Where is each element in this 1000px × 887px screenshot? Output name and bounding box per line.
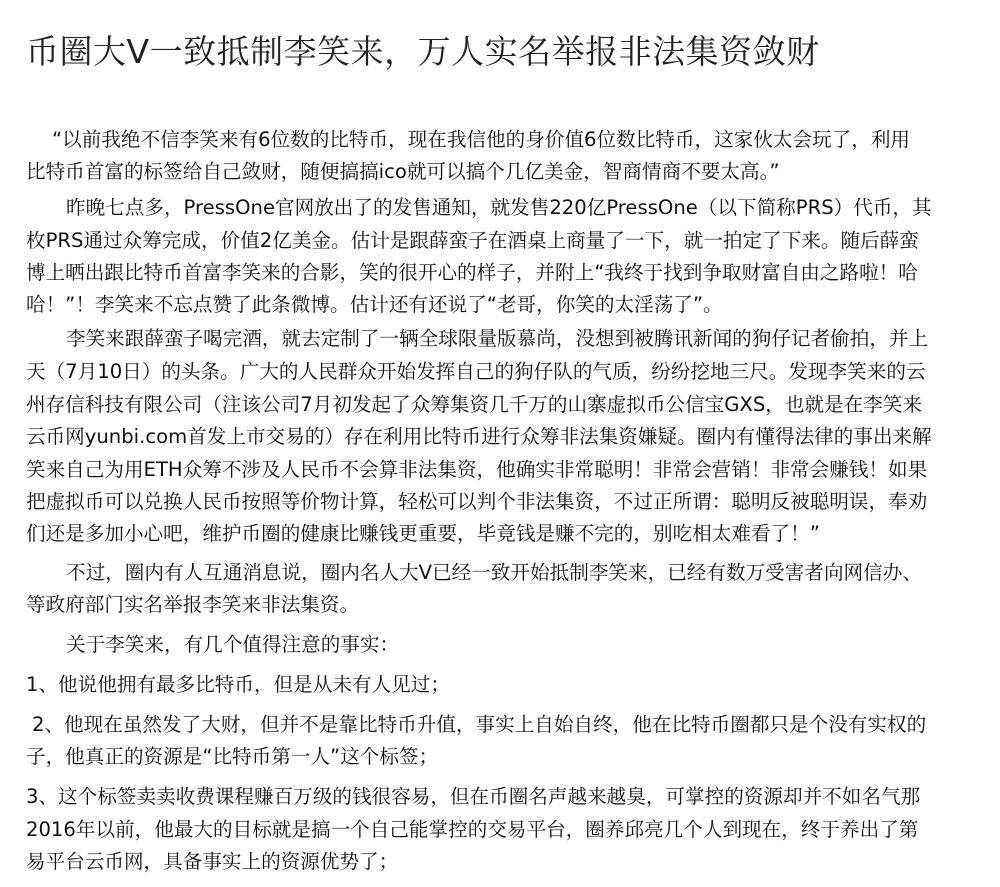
- paragraph-line: 天（7月10日）的头条。广大的人民群众开始发挥自己的狗仔队的气质，纷纷挖地三尺。发现李笑来的云: [26, 360, 926, 383]
- paragraph-line: 等政府部门实名举报李笑来非法集资。: [26, 593, 360, 616]
- paragraph-line: 2016年以前，他最大的目标就是搞一个自己能掌控的交易平台，圈养邱亮几个人到现在，终于养出了第: [26, 818, 919, 841]
- paragraph-line: 昨晚七点多，PressOne官网放出了的发售通知，就发售220亿PressOne（以下简称PRS）代币，其: [66, 196, 932, 219]
- list-item: 2、他现在虽然发了大财，但并不是靠比特币升值，事实上自始自终，他在比特币圈都只是个没有实权的: [32, 713, 927, 736]
- paragraph-line: 云币网yunbi.com首发上市交易的）存在利用比特币进行众筹非法集资嫌疑。圈内有懂得法律的事出来解: [26, 425, 932, 448]
- paragraph-line: 李笑来跟薛蛮子喝完酒，就去定制了一辆全球限量版慕尚，没想到被腾讯新闻的狗仔记者偷拍，并上: [66, 327, 929, 350]
- paragraph-line: 哈！”！李笑来不忘点赞了此条微博。估计还有还说了“老哥，你笑的太淫荡了”。: [26, 293, 723, 316]
- paragraph-line: 枚PRS通过众筹完成，价值2亿美金。估计是跟薛蛮子在酒桌上商量了一下，就一拍定了下来。随后薛蛮: [26, 229, 919, 252]
- paragraph-line: 比特币首富的标签给自己敛财，随便搞搞ico就可以搞个几亿美金，智商情商不要太高。”: [26, 160, 780, 183]
- article-title: 币圈大V一致抵制李笑来，万人实名举报非法集资敛财: [26, 32, 820, 71]
- list-item: 1、他说他拥有最多比特币，但是从未有人见过；: [26, 673, 450, 696]
- paragraph-line: 们还是多加小心吧，维护币圈的健康比赚钱更重要，毕竟钱是赚不完的，别吃相太难看了！”: [26, 522, 820, 545]
- paragraph-line: 关于李笑来，有几个值得注意的事实：: [66, 633, 400, 656]
- paragraph-line: 子，他真正的资源是“比特币第一人”这个标签；: [26, 745, 439, 768]
- list-item: 3、这个标签卖卖收费课程赚百万级的钱很容易，但在币圈名声越来越臭，可掌控的资源却并不如名气那: [26, 785, 921, 808]
- paragraph-line: 把虚拟币可以兑换人民币按照等价物计算，轻松可以判个非法集资，不过正所谓：聪明反被聪明误，奉劝: [26, 490, 928, 513]
- paragraph-line: “以前我绝不信李笑来有6位数的比特币，现在我信他的身价值6位数比特币，这家伙太会玩了，利用: [52, 128, 911, 151]
- paragraph-line: 博上晒出跟比特币首富李笑来的合影，笑的很开心的样子，并附上“我终于找到争取财富自由之路啦！哈: [26, 261, 918, 284]
- paragraph-line: 易平台云币网，具备事实上的资源优势了；: [26, 850, 399, 873]
- paragraph-line: 笑来自己为用ETH众筹不涉及人民币不会算非法集资，他确实非常聪明！非常会营销！非常会赚钱！如果: [26, 458, 928, 481]
- paragraph-line: 不过，圈内有人互通消息说，圈内名人大V已经一致开始抵制李笑来，已经有数万受害者向网信办、: [66, 561, 922, 584]
- paragraph-line: 州存信科技有限公司（注该公司7月初发起了众筹集资几千万的山寨虚拟币公信宝GXS，也就是在李笑来: [26, 393, 923, 416]
